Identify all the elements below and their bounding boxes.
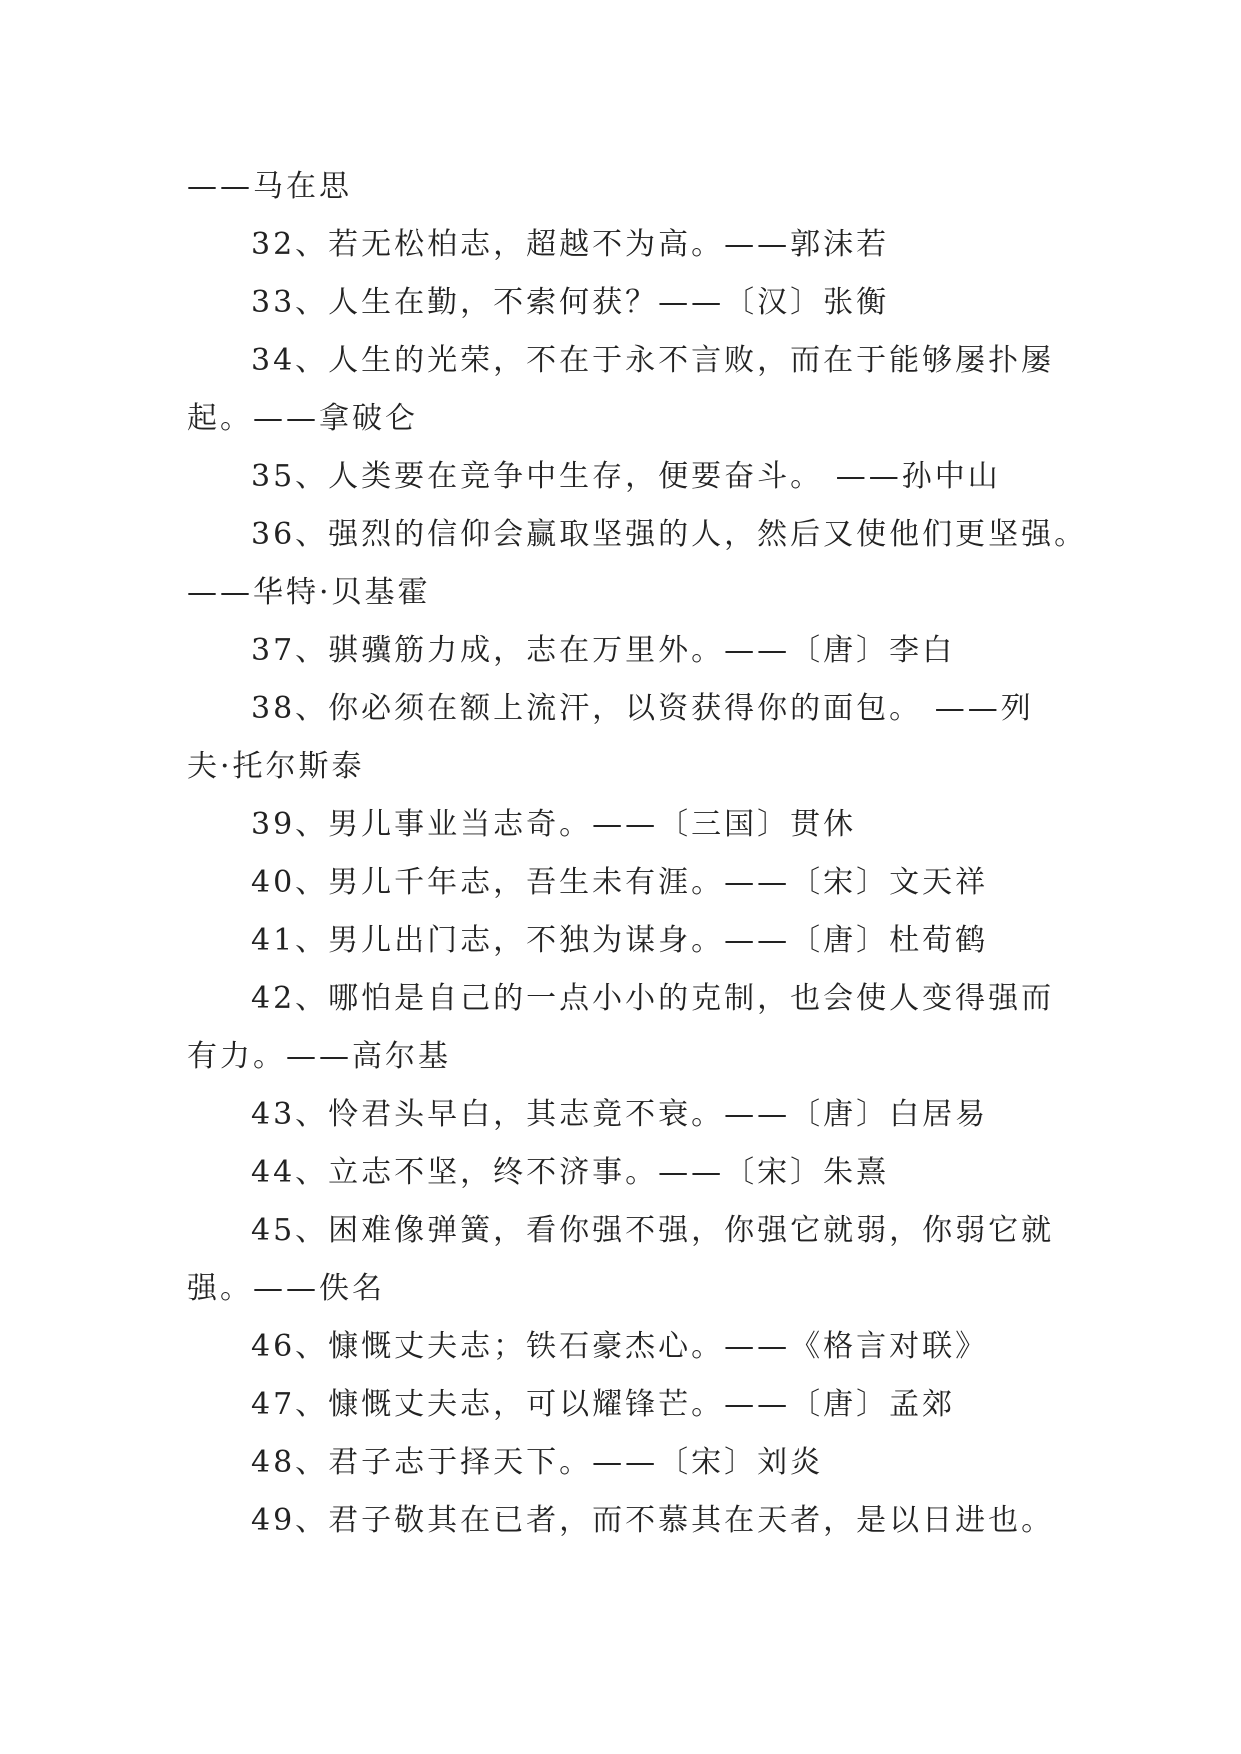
quote-item: 48、君子志于择天下。——〔宋〕刘炎: [251, 1445, 824, 1480]
quote-item: 35、人类要在竞争中生存，便要奋斗。 ——孙中山: [251, 459, 1001, 494]
text-line: 起。——拿破仑: [187, 401, 418, 436]
text-line: 强。——佚名: [187, 1271, 385, 1306]
quote-item: 49、君子敬其在已者，而不慕其在天者，是以日进也。: [251, 1503, 1055, 1538]
quote-item: 39、男儿事业当志奇。——〔三国〕贯休: [251, 807, 857, 842]
quote-item: 40、男儿千年志，吾生未有涯。——〔宋〕文天祥: [251, 865, 989, 900]
text-line: ——华特·贝基霍: [187, 575, 431, 610]
quote-item: 47、慷慨丈夫志，可以耀锋芒。——〔唐〕孟郊: [251, 1387, 956, 1422]
quote-item: 42、哪怕是自己的一点小小的克制，也会使人变得强而: [251, 981, 1055, 1016]
quote-item: 32、若无松柏志，超越不为高。——郭沫若: [251, 227, 890, 262]
quote-item: 33、人生在勤，不索何获？——〔汉〕张衡: [251, 285, 890, 320]
quote-item: 46、慷慨丈夫志；铁石豪杰心。——《格言对联》: [251, 1329, 989, 1364]
quote-item: 34、人生的光荣，不在于永不言败，而在于能够屡扑屡: [251, 343, 1055, 378]
text-line: 有力。——高尔基: [187, 1039, 451, 1074]
quote-item: 45、困难像弹簧，看你强不强，你强它就弱，你弱它就: [251, 1213, 1055, 1248]
quote-list: [187, 158, 1088, 1550]
quote-item: 43、怜君头早白，其志竟不衰。——〔唐〕白居易: [251, 1097, 989, 1132]
quote-item: 44、立志不坚，终不济事。——〔宋〕朱熹: [251, 1155, 890, 1190]
quote-item: 41、男儿出门志，不独为谋身。——〔唐〕杜荀鹤: [251, 923, 989, 958]
quote-item: 37、骐骥筋力成，志在万里外。——〔唐〕李白: [251, 633, 956, 668]
text-line: 夫·托尔斯泰: [187, 749, 365, 784]
quote-item: 38、你必须在额上流汗，以资获得你的面包。 ——列: [251, 691, 1034, 726]
quote-item: 36、强烈的信仰会赢取坚强的人，然后又使他们更坚强。: [251, 517, 1088, 552]
text-line: ——马在思: [187, 169, 352, 204]
